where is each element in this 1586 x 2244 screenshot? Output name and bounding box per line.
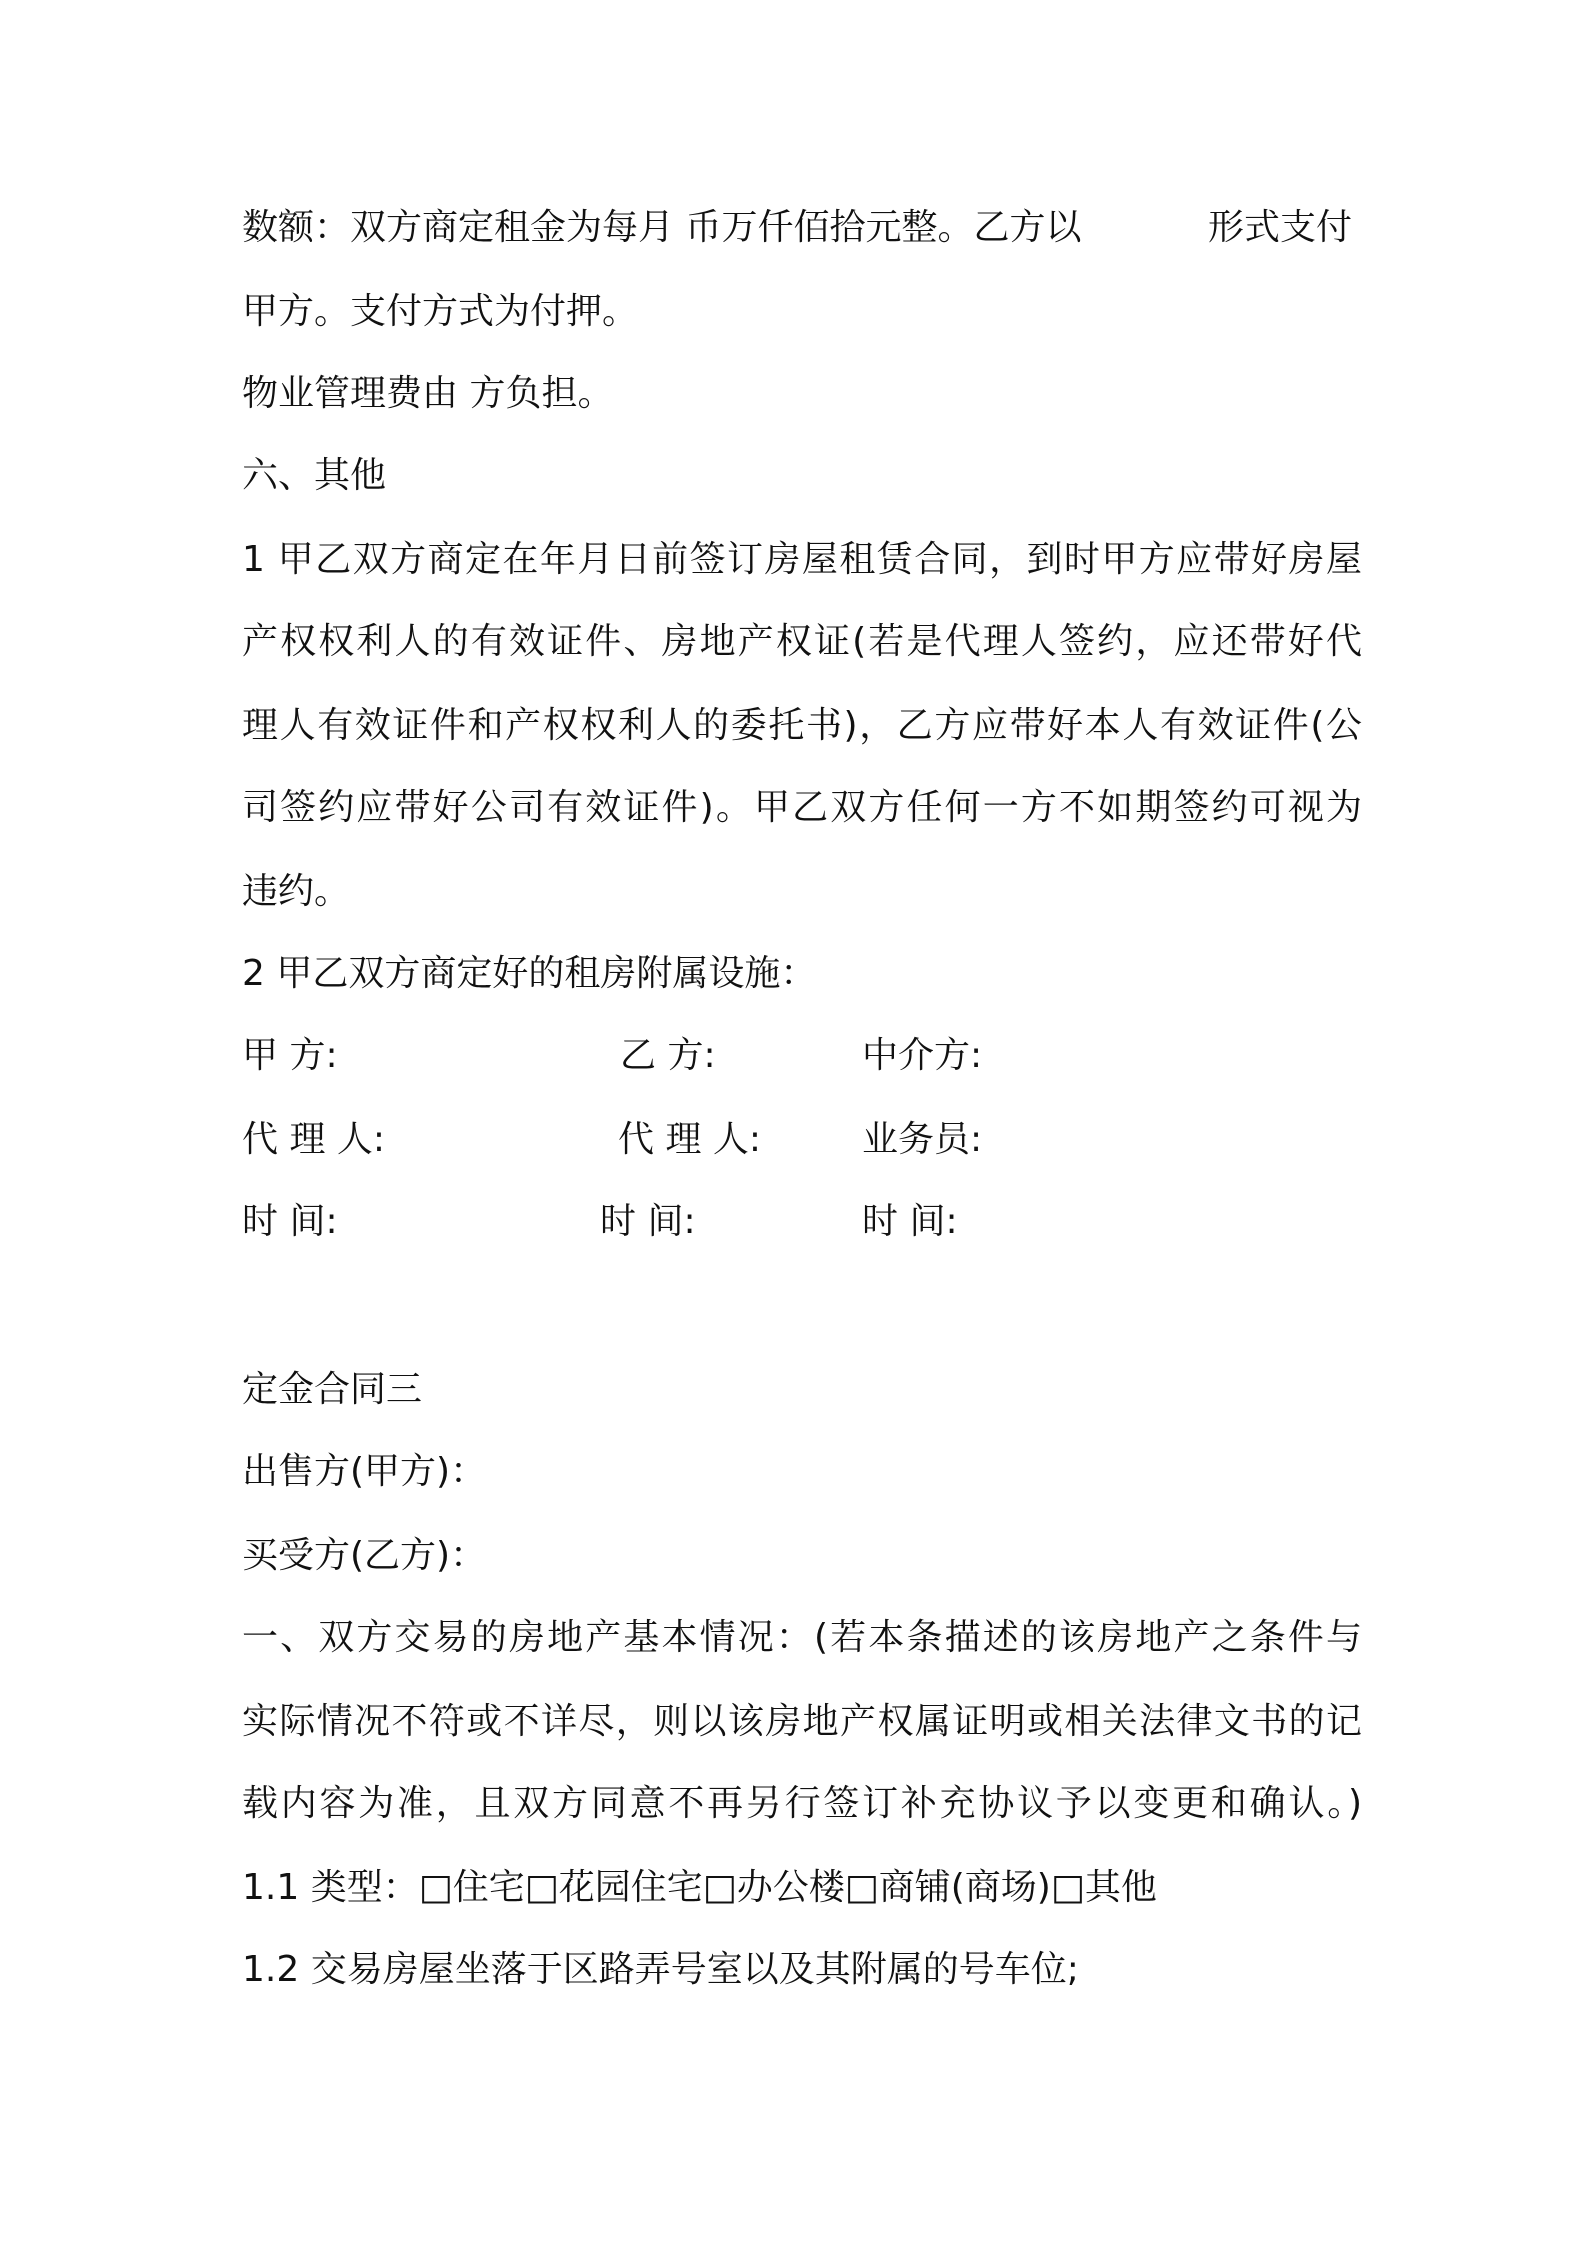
rent-amount-text: 数额：双方商定租金为每月 币万仟佰拾元整。乙方以 [242, 207, 1082, 248]
signature-salesperson: 业务员: [862, 1119, 983, 1160]
signature-agent-a: 代 理 人: [242, 1119, 386, 1160]
section6-item1-line1: 1 甲乙双方商定在年月日前签订房屋租赁合同，到时甲方应带好房屋 [242, 539, 1362, 580]
management-fee-line: 物业管理费由 方负担。 [242, 373, 614, 414]
signature-party-b: 乙 方: [620, 1035, 716, 1076]
seller-label: 出售方(甲方)： [242, 1451, 487, 1492]
signature-time-b: 时 间: [600, 1201, 696, 1242]
payment-method-line: 甲方。支付方式为付押。 [242, 291, 639, 332]
article1-line2: 实际情况不符或不详尽，则以该房地产权属证明或相关法律文书的记 [242, 1701, 1362, 1742]
signature-time-agency: 时 间: [862, 1201, 958, 1242]
signature-time-a: 时 间: [242, 1201, 338, 1242]
section6-heading: 六、其他 [242, 455, 387, 496]
buyer-label: 买受方(乙方)： [242, 1535, 487, 1576]
contract3-title: 定金合同三 [242, 1369, 423, 1410]
signature-agent-b: 代 理 人: [618, 1119, 762, 1160]
item-1-1-property-type: 1.1 类型：□住宅□花园住宅□办公楼□商铺(商场)□其他 [242, 1867, 1157, 1908]
section6-item2: 2 甲乙双方商定好的租房附属设施： [242, 953, 817, 994]
article1-line1: 一、双方交易的房地产基本情况：(若本条描述的该房地产之条件与 [242, 1617, 1362, 1658]
section6-item1-line5: 违约。 [242, 871, 351, 912]
section6-item1-line2: 产权权利人的有效证件、房地产权证(若是代理人签约，应还带好代 [242, 621, 1362, 662]
section6-item1-line4: 司签约应带好公司有效证件)。甲乙双方任何一方不如期签约可视为 [242, 787, 1362, 828]
section6-item1-line3: 理人有效证件和产权权利人的委托书)，乙方应带好本人有效证件(公 [242, 705, 1362, 746]
item-1-2-location: 1.2 交易房屋坐落于区路弄号室以及其附属的号车位; [242, 1949, 1079, 1990]
signature-agency: 中介方: [862, 1035, 983, 1076]
signature-party-a: 甲 方: [242, 1035, 338, 1076]
article1-line3: 载内容为准，且双方同意不再另行签订补充协议予以变更和确认。) [242, 1783, 1362, 1824]
rent-amount-line [242, 204, 1362, 252]
rent-payment-form-text: 形式支付 [1208, 207, 1353, 248]
